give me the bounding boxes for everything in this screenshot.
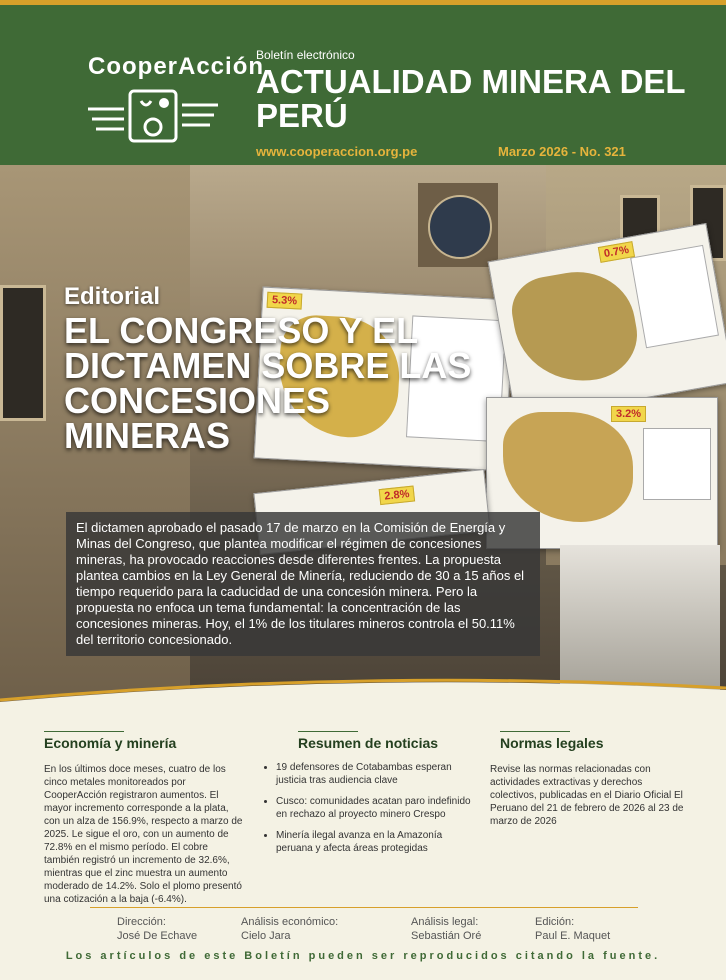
credit-analisis-legal: Análisis legal: Sebastián Oré	[411, 916, 482, 942]
subtitle: Boletín electrónico	[256, 48, 355, 62]
map-pct: 2.8%	[379, 486, 416, 506]
news-item[interactable]: • Minería ilegal avanza en la Amazonía peruana y afecta áreas protegidas	[276, 829, 472, 855]
website-link[interactable]: www.cooperaccion.org.pe	[256, 144, 418, 159]
editorial-summary: El dictamen aprobado el pasado 17 de marzo en la Comisión de Energía y Minas del Congreso, que plantea modificar el régimen de concesiones mineras, ha provocado reacciones desde diferentes frentes. La propuesta plantea cambios en la Ley General de Minería, reduciendo de 30 a 15 años el tiempo requerido para la caducidad de una concesión minera. Pero la propuesta no enfoca un tema fundamental: la concentración de las concesiones mineras. Hoy, el 1% de los titulares mineros controla el 50.11% del territorio concesionado.	[66, 512, 540, 656]
logo-text: CooperAcción	[88, 53, 265, 80]
credit-analisis-economico: Análisis económico: Cielo Jara	[241, 916, 339, 942]
cooperaccion-logo-icon	[88, 89, 223, 147]
cover-photo	[0, 165, 726, 710]
map-pct: 3.2%	[611, 406, 646, 422]
section-economia	[44, 735, 244, 906]
credit-direccion: Dirección: José De Echave	[117, 916, 198, 942]
credits-divider	[90, 907, 638, 908]
editorial-label: Editorial	[64, 283, 161, 310]
bulletin-title: ACTUALIDAD MINERA DEL PERÚ	[256, 63, 685, 134]
section-text: Revise las normas relacionadas con actividades extractivas y derechos colectivos, publicadas en el Diario Oficial El Peruano del 21 de febrero de 2026 al 23 de marzo de 2026	[490, 764, 684, 827]
news-item[interactable]: • 19 defensores de Cotabambas esperan justicia tras audiencia clave	[276, 761, 472, 787]
map-pct: 0.7%	[598, 241, 635, 263]
window	[0, 285, 46, 421]
header	[0, 5, 726, 165]
wave-divider	[0, 650, 726, 710]
section-normas	[490, 735, 686, 828]
credit-edicion: Edición: Paul E. Maquet	[535, 916, 611, 942]
editorial-title[interactable]: EL CONGRESO Y EL DICTAMEN SOBRE LAS CONCESIONES MINERAS	[64, 310, 472, 456]
section-heading[interactable]: Economía y minería	[44, 735, 177, 751]
section-text: En los últimos doce meses, cuatro de los cinco metales monitoreados por CooperAcción registraron aumentos. El mayor incremento corresponde a la plata, con un alza de 156.9%, respecto a marzo de 2025. Le sigue el oro, con un aumento de 72.8% en el mismo período. El cobre también registró un incremento de 32.6%, mientras que el zinc muestra un aumento moderado de 14.2%. Solo el plomo presentó una cotización a la baja (-6.4%).	[44, 764, 243, 905]
section-heading[interactable]: Resumen de noticias	[298, 735, 439, 751]
footer-note: Los artículos de este Boletín pueden ser reproducidos citando la fuente.	[65, 950, 661, 962]
section-heading[interactable]: Normas legales	[500, 735, 604, 751]
news-item[interactable]: • Cusco: comunidades acatan paro indefinido en rechazo al proyecto minero Crespo	[276, 795, 472, 821]
issue-number: Marzo 2026 - No. 321	[498, 144, 626, 159]
map-pct: 5.3%	[267, 292, 303, 310]
section-noticias	[262, 735, 472, 863]
building-emblem	[418, 183, 498, 267]
